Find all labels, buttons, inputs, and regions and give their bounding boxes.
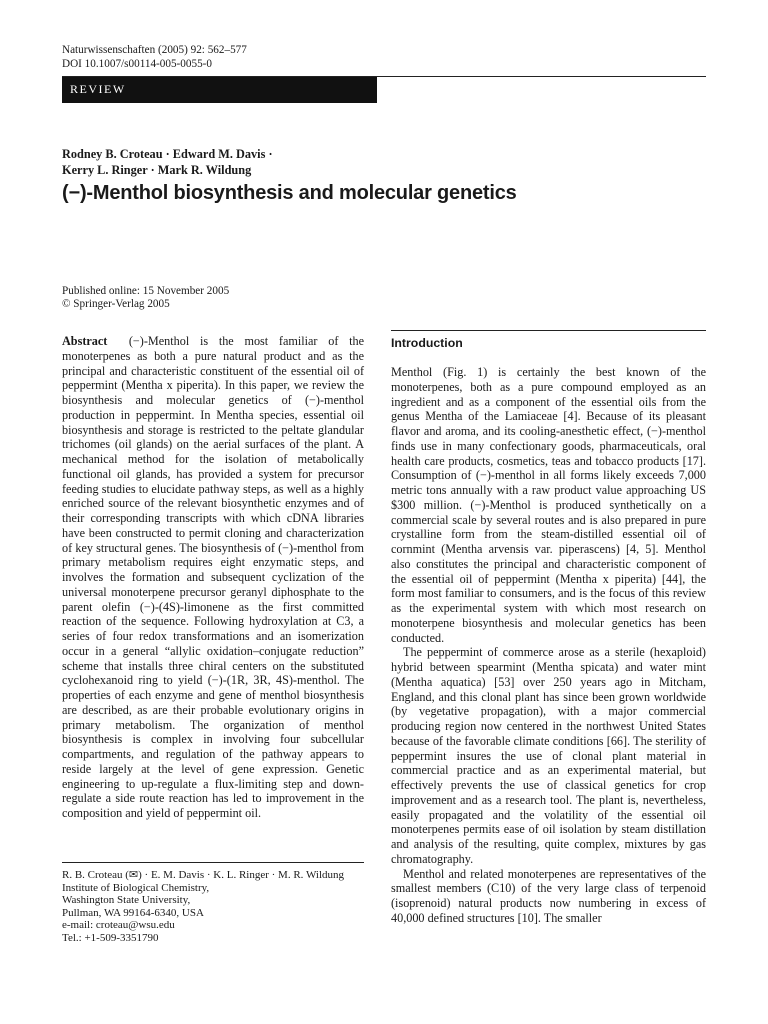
affiliation-institute: Institute of Biological Chemistry, bbox=[62, 881, 210, 894]
article-type-label: REVIEW bbox=[70, 82, 126, 96]
intro-paragraph-2: The peppermint of commerce arose as a sterile (hexaploid) hybrid between spearmint (Mentha spicata) and water mint (Mentha aquatica) [53] over 250 years ago in Mitcham, England, and this clonal plant has since been grown worldwide (by vegetative propagation), with a major commercial producing region now centered in the northwest United States because of the favorable climate conditions [66]. The sterility of peppermint insures the use of clonal plant material in commercial practice and as an experimental material, but effectively prevents the use of classical genetics for crop improvement and as a research tool. The plant is, nevertheless, easily propagated and the volatility of the essential oil monoterpenes permits ease of oil isolation by steam distillation and analysis of the resulting, quite complex, mixtures by gas chromatography. bbox=[391, 645, 706, 866]
abstract-label: Abstract bbox=[62, 334, 108, 348]
authors-line-2: Kerry L. Ringer · Mark R. Wildung bbox=[62, 163, 252, 177]
authors-line-1: Rodney B. Croteau · Edward M. Davis · bbox=[62, 147, 273, 161]
intro-paragraph-1: Menthol (Fig. 1) is certainly the best known of the monoterpenes, both as a pure compound employed as an ingredient and as a component of the essential oils from the genus Mentha of the Lamiaceae [4]. Because of its pleasant flavor and aroma, and its cooling-anesthetic effect, (−)-menthol finds use in many confectionary goods, pharmaceuticals, oral health care products, cosmetics, teas and tobacco products [17]. Consumption of (−)-menthol in all forms likely exceeds 7,000 metric tons annually with a raw product value approaching US $300 million. (−)-Menthol is produced synthetically on a commercial scale by several routes and is also prepared in pure crystalline form from the steam-distilled essential oil of cornmint (Mentha arvensis var. piperascens) [4, 5]. Menthol also constitutes the principal and characteristic component of the essential oil of peppermint (Mentha x piperita) [44], the form most familiar to consumers, and is the focus of this review as the experimental system with which most research on monoterpene biosynthesis and molecular genetics has been conducted. bbox=[391, 365, 706, 645]
publication-info bbox=[62, 285, 229, 311]
journal-doi: DOI 10.1007/s00114-005-0055-0 bbox=[62, 57, 212, 70]
affiliation-names: R. B. Croteau (✉) · E. M. Davis · K. L. Ringer · M. R. Wildung bbox=[62, 869, 345, 881]
journal-citation: Naturwissenschaften (2005) 92: 562–577 bbox=[62, 44, 247, 56]
section-rule bbox=[391, 330, 706, 331]
intro-paragraph-3: Menthol and related monoterpenes are representatives of the smallest members (C10) of the very large class of terpenoid (isoprenoid) natural products now numbering in excess of 40,000 defined structures [10]. The smaller bbox=[391, 866, 706, 925]
published-date: Published online: 15 November 2005 bbox=[62, 285, 230, 297]
affiliation-address: Pullman, WA 99164-6340, USA bbox=[62, 906, 204, 919]
author-affiliation bbox=[62, 869, 344, 945]
article-type-bar bbox=[62, 77, 377, 103]
article-title: (−)-Menthol biosynthesis and molecular genetics bbox=[62, 182, 517, 204]
affiliation-email[interactable]: e-mail: croteau@wsu.edu bbox=[62, 919, 175, 932]
introduction-body bbox=[391, 365, 706, 926]
affiliation-university: Washington State University, bbox=[62, 894, 191, 907]
copyright: © Springer-Verlag 2005 bbox=[62, 298, 170, 310]
introduction-heading: Introduction bbox=[391, 336, 463, 350]
abstract-text: (−)-Menthol is the most familiar of the monoterpenes as both a pure natural product and as the principal and characteristic constituent of the essential oil of peppermint (Mentha x piperita). In this paper, we review the biosynthesis and molecular genetics of (−)-menthol production in peppermint. In Mentha species, essential oil biosynthesis and storage is restricted to the peltate glandular trichomes (oil glands) on the aerial surfaces of the plant. A mechanical method for the isolation of metabolically functional oil glands, has provided a system for precursor feeding studies to elucidate pathway steps, as well as a highly enriched source of the relevant biosynthetic enzymes and of their corresponding transcripts with which cDNA libraries have been constructed to permit cloning and characterization of key structural genes. The biosynthesis of (−)-menthol from primary metabolism requires eight enzymatic steps, and involves the formation and subsequent cyclization of the universal monoterpene precursor geranyl diphosphate to the parent olefin (−)-(4S)-limonene as the first committed reaction of the sequence. Following hydroxylation at C3, a series of four redox transformations and an isomerization occur in a general “allylic oxidation–conjugate reduction” scheme that installs three chiral centers on the substituted cyclohexanoid ring to yield (−)-(1R, 3R, 4S)-menthol. The properties of each enzyme and gene of menthol biosynthesis are described, as are their probable evolutionary origins in primary metabolism. The organization of menthol biosynthesis is complex in involving four subcellular compartments, and regulation of the pathway appears to reside largely at the level of gene expression. Genetic engineering to up-regulate a flux-limiting step and down-regulate a side route reaction has led to improvement in the composition and yield of peppermint oil. bbox=[62, 334, 365, 820]
affiliation-tel: Tel.: +1-509-3351790 bbox=[62, 931, 159, 944]
journal-info bbox=[62, 44, 247, 71]
footnote-rule bbox=[62, 862, 364, 863]
abstract bbox=[62, 334, 364, 821]
author-list bbox=[62, 146, 273, 178]
